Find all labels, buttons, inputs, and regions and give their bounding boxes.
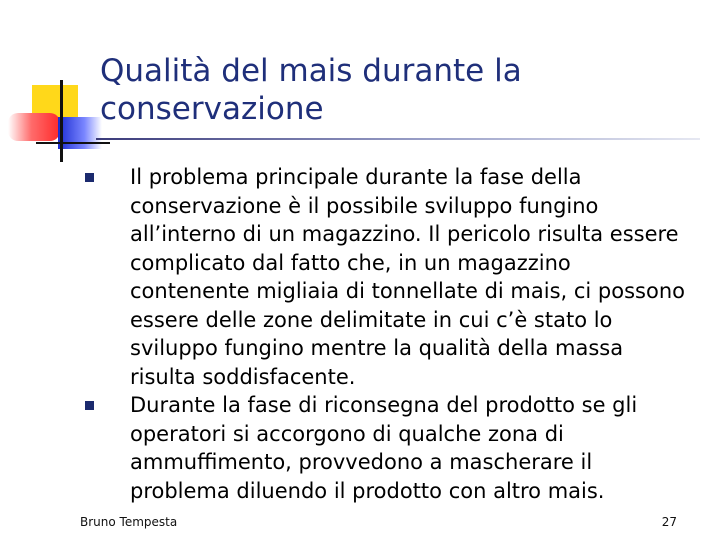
decorative-logo — [0, 0, 110, 170]
bullet-marker-icon — [85, 173, 94, 182]
bullet-text: Durante la fase di riconsegna del prodotto se gli operatori si accorgono di qualche zona di ammuffimento, provvedono a mascherare il problema diluendo il prodotto con altro mais. — [130, 393, 638, 503]
title-underline — [96, 138, 700, 140]
logo-blue-shape — [58, 117, 102, 149]
footer-author: Bruno Tempesta — [80, 515, 178, 529]
logo-vertical-line — [60, 80, 63, 162]
bullet-list — [0, 163, 720, 505]
list-item — [0, 391, 720, 505]
bullet-text: Il problema principale durante la fase della conservazione è il possibile sviluppo fungino all’interno di un magazzino. Il pericolo risulta essere complicato dal fatto che, in un magazzino contenente migliaia di tonnellate di mais, ci possono essere delle zone delimitate in cui c’è stato lo sviluppo fungino mentre la qualità della massa risulta soddisfacente. — [130, 165, 686, 389]
bullet-marker-icon — [85, 401, 94, 410]
page-number: 27 — [661, 515, 677, 529]
logo-red-shape — [8, 113, 60, 141]
logo-horizontal-line — [36, 142, 110, 144]
slide-title: Qualità del mais durante la conservazione — [100, 53, 522, 127]
list-item — [0, 163, 720, 391]
